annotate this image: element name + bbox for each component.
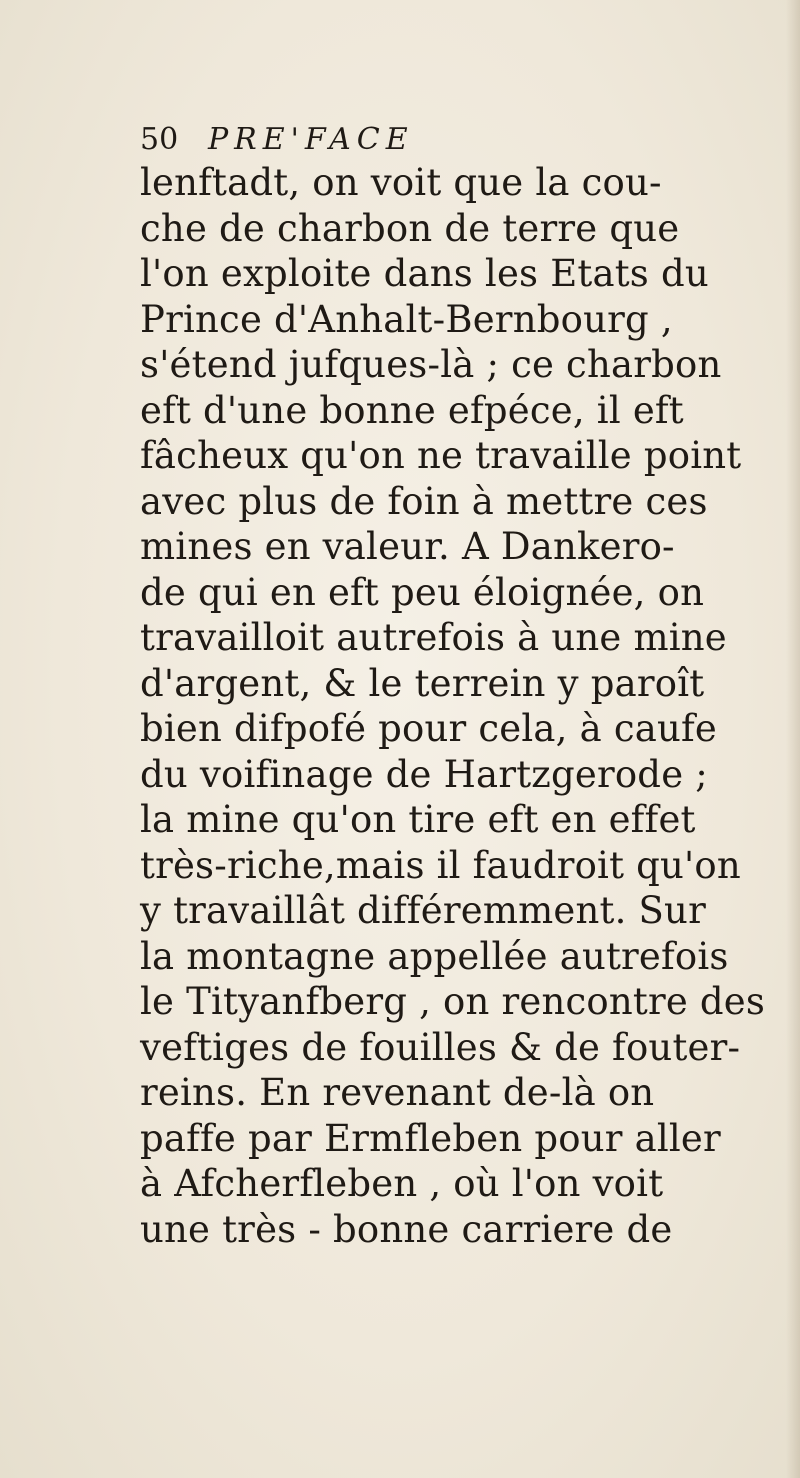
text-line: fâcheux qu'on ne travaille point: [140, 434, 742, 477]
page-number: 50: [140, 122, 179, 157]
text-line: che de charbon de terre que: [140, 206, 680, 250]
text-line: très-riche,mais il faudroit qu'on: [140, 843, 741, 887]
text-line: paffe par Ermfleben pour aller: [140, 1116, 721, 1160]
text-line: avec plus de foin à mettre ces: [140, 479, 708, 523]
text-line: eft d'une bonne efpéce, il eft: [140, 388, 684, 432]
text-line: s'étend jufques-là ; ce charbon: [140, 343, 722, 386]
text-line: de qui en eft peu éloignée, on: [140, 570, 705, 614]
text-line: le Tityanfberg , on rencontre des: [140, 980, 766, 1023]
running-head: PRE'FACE: [208, 122, 414, 157]
body-text: [140, 160, 780, 1252]
text-line: veftiges de fouilles & de fouter-: [140, 1025, 741, 1069]
text-line: Prince d'Anhalt-Bernbourg ,: [140, 297, 673, 341]
text-line: d'argent, & le terrein y paroît: [140, 661, 705, 705]
text-line: lenftadt, on voit que la cou-: [140, 161, 662, 204]
text-line: y travaillât différemment. Sur: [140, 889, 706, 932]
text-line: du voifinage de Hartzgerode ;: [140, 752, 708, 796]
text-line: mines en valeur. A Dankero-: [140, 525, 675, 568]
page-edge-shadow: [786, 0, 800, 1478]
text-line: l'on exploite dans les Etats du: [140, 252, 709, 295]
text-line: une très - bonne carriere de: [140, 1207, 673, 1251]
text-line: la mine qu'on tire eft en effet: [140, 798, 696, 841]
text-line: la montagne appellée autrefois: [140, 934, 729, 978]
text-line: à Afcherfleben , où l'on voit: [140, 1162, 664, 1205]
text-line: bien difpofé pour cela, à caufe: [140, 707, 718, 750]
text-line: reins. En revenant de-là on: [140, 1071, 655, 1114]
page-header: [140, 120, 740, 160]
text-line: travailloit autrefois à une mine: [140, 616, 727, 659]
